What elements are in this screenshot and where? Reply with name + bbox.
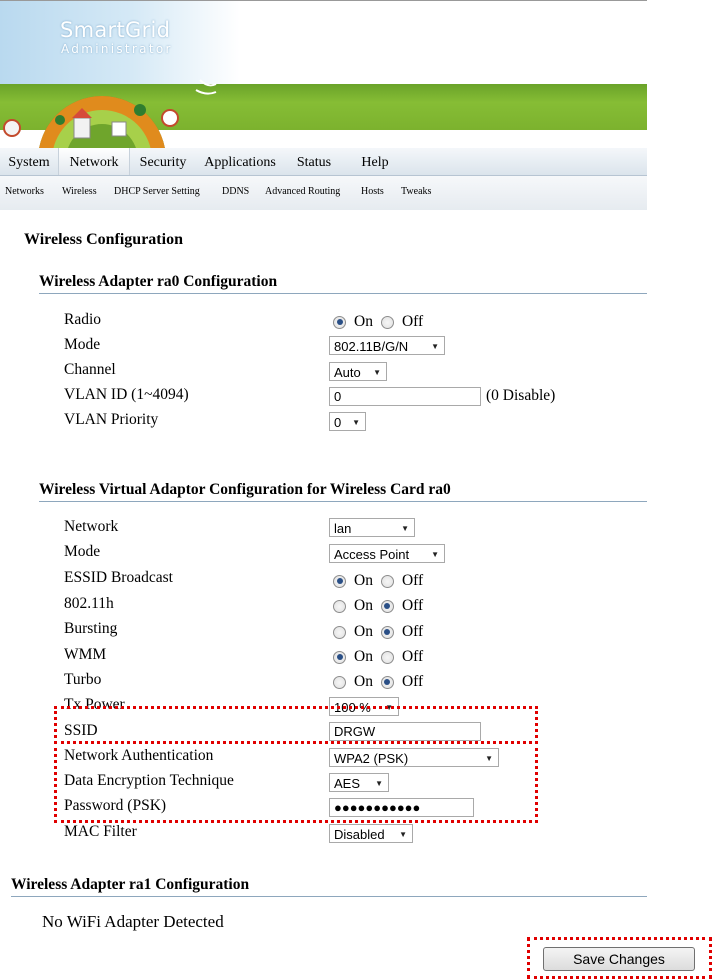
essid-off-text: Off — [401, 572, 424, 589]
bursting-off-text: Off — [401, 623, 424, 640]
vlan-id-label: VLAN ID (1~4094) — [64, 386, 189, 403]
logo-title: SmartGrid — [60, 18, 171, 42]
nav-tab-status[interactable]: Status — [296, 155, 332, 170]
subnav-hosts[interactable]: Hosts — [361, 186, 384, 197]
chevron-down-icon: ▼ — [431, 550, 439, 559]
radio-on-option[interactable] — [333, 316, 346, 329]
channel-select[interactable] — [329, 362, 387, 381]
mode-select[interactable] — [329, 336, 445, 355]
section-virtual-adaptor-title: Wireless Virtual Adaptor Configuration for Wireless Card ra0 — [39, 481, 451, 498]
radio-toggle — [333, 313, 423, 331]
tx-power-value: 100 % — [334, 700, 371, 715]
vlan-priority-label: VLAN Priority — [64, 411, 159, 428]
nav-tab-system[interactable]: System — [8, 155, 50, 170]
nav-tab-security[interactable]: Security — [139, 155, 187, 170]
chevron-down-icon: ▼ — [399, 830, 407, 839]
nav-tab-network[interactable]: Network — [58, 148, 130, 175]
bursting-toggle — [333, 623, 423, 641]
section-ra0-divider — [39, 293, 647, 294]
wmm-off-text: Off — [401, 648, 424, 665]
chevron-down-icon: ▼ — [373, 368, 381, 377]
ssid-input[interactable]: DRGW — [329, 722, 481, 741]
bursting-off-option[interactable] — [381, 626, 394, 639]
radio-label: Radio — [64, 311, 102, 328]
mac-filter-label: MAC Filter — [64, 823, 137, 840]
network-authentication-select[interactable] — [329, 748, 499, 767]
mac-filter-value: Disabled — [334, 827, 385, 842]
header-banner — [0, 0, 647, 148]
chevron-down-icon: ▼ — [401, 524, 409, 533]
virtual-mode-select[interactable] — [329, 544, 445, 563]
section-virtual-adaptor-divider — [39, 501, 647, 502]
mac-filter-select[interactable] — [329, 824, 413, 843]
vlan-priority-value: 0 — [334, 415, 342, 430]
encryption-value: AES — [334, 776, 361, 791]
turbo-off-text: Off — [401, 673, 424, 690]
chevron-down-icon: ▼ — [375, 779, 383, 788]
network-select-value: lan — [334, 521, 352, 536]
virtual-mode-label: Mode — [64, 543, 101, 560]
80211h-off-text: Off — [401, 597, 424, 614]
mode-select-value: 802.11B/G/N — [334, 339, 409, 354]
80211h-off-option[interactable] — [381, 600, 394, 613]
80211h-on-text: On — [354, 597, 373, 614]
radio-off-text: Off — [401, 313, 424, 330]
turbo-on-option[interactable] — [333, 676, 346, 689]
encryption-label: Data Encryption Technique — [64, 772, 234, 789]
subnav-networks[interactable]: Networks — [5, 186, 44, 197]
header-top-border — [0, 0, 647, 1]
essid-on-option[interactable] — [333, 575, 346, 588]
page-title: Wireless Configuration — [24, 231, 183, 248]
wmm-on-text: On — [354, 648, 373, 665]
vlan-priority-select[interactable] — [329, 412, 366, 431]
tx-power-label: Tx Power — [64, 696, 125, 713]
wmm-toggle — [333, 648, 423, 666]
save-changes-button[interactable]: Save Changes — [543, 947, 695, 971]
network-authentication-value: WPA2 (PSK) — [334, 751, 409, 766]
nav-tab-applications[interactable]: Applications — [204, 155, 276, 170]
vlan-id-hint: (0 Disable) — [486, 387, 556, 404]
subnav-wireless[interactable]: Wireless — [62, 186, 97, 197]
bursting-on-option[interactable] — [333, 626, 346, 639]
network-label: Network — [64, 518, 119, 535]
bursting-label: Bursting — [64, 620, 118, 637]
vlan-id-input[interactable]: 0 — [329, 387, 481, 406]
chevron-down-icon: ▼ — [485, 754, 493, 763]
mode-label: Mode — [64, 336, 101, 353]
channel-label: Channel — [64, 361, 116, 378]
turbo-label: Turbo — [64, 671, 102, 688]
encryption-select[interactable] — [329, 773, 389, 792]
channel-select-value: Auto — [334, 365, 361, 380]
section-ra0-title: Wireless Adapter ra0 Configuration — [39, 273, 278, 290]
essid-on-text: On — [354, 572, 373, 589]
subnav-advanced-routing[interactable]: Advanced Routing — [265, 186, 341, 197]
wmm-label: WMM — [64, 646, 107, 663]
globe-illustration-icon — [0, 60, 240, 148]
subnav-tweaks[interactable]: Tweaks — [401, 186, 432, 197]
turbo-on-text: On — [354, 673, 373, 690]
80211h-on-option[interactable] — [333, 600, 346, 613]
80211h-toggle — [333, 597, 423, 615]
radio-off-option[interactable] — [381, 316, 394, 329]
essid-broadcast-toggle — [333, 572, 423, 590]
virtual-mode-value: Access Point — [334, 547, 410, 562]
wmm-off-option[interactable] — [381, 651, 394, 664]
chevron-down-icon: ▼ — [431, 342, 439, 351]
password-psk-label: Password (PSK) — [64, 797, 167, 814]
turbo-toggle — [333, 673, 423, 691]
essid-off-option[interactable] — [381, 575, 394, 588]
logo-subtitle: Administrator — [61, 42, 173, 56]
radio-on-text: On — [354, 313, 373, 330]
password-psk-input[interactable]: ●●●●●●●●●●● — [329, 798, 474, 817]
turbo-off-option[interactable] — [381, 676, 394, 689]
nav-tab-help[interactable]: Help — [361, 155, 389, 170]
ssid-label: SSID — [64, 722, 98, 739]
network-select[interactable] — [329, 518, 415, 537]
wmm-on-option[interactable] — [333, 651, 346, 664]
section-ra1-title: Wireless Adapter ra1 Configuration — [11, 876, 250, 893]
section-ra1-divider — [11, 896, 647, 897]
bursting-on-text: On — [354, 623, 373, 640]
80211h-label: 802.11h — [64, 595, 114, 612]
network-authentication-label: Network Authentication — [64, 747, 214, 764]
subnav-ddns[interactable]: DDNS — [222, 186, 250, 197]
subnav-dhcp-server-setting[interactable]: DHCP Server Setting — [114, 186, 200, 197]
chevron-down-icon: ▼ — [352, 418, 360, 427]
chevron-down-icon: ▼ — [385, 703, 393, 712]
essid-broadcast-label: ESSID Broadcast — [64, 569, 173, 586]
no-adapter-message: No WiFi Adapter Detected — [42, 912, 224, 931]
